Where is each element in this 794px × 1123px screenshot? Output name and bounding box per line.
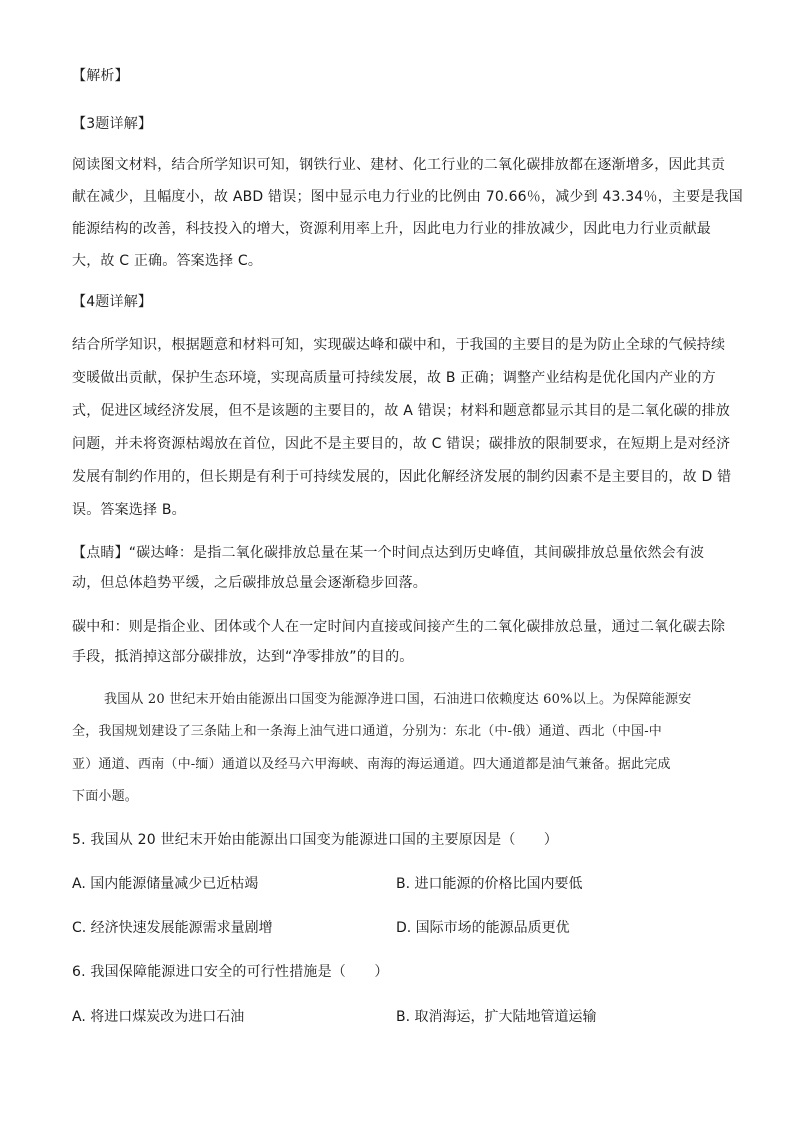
tip-line-1: 【点睛】“碳达峰：是指二氧化碳排放总量在某一个时间点达到历史峰值，其间碳排放总量依然会有波 (72, 545, 705, 561)
question-6-option-b[interactable]: B. 取消海运，扩大陆地管道运输 (396, 1009, 597, 1025)
q4-line-5: 发展有制约作用的，但长期是有利于可持续发展的，因此化解经济发展的制约因素不是主要目的，故 D 错 (72, 469, 732, 485)
q4-line-4: 问题，并未将资源枯竭放在首位，因此不是主要目的，故 C 错误；碳排放的限制要求，在短期上是对经济 (72, 436, 731, 452)
q4-line-3: 式，促进区域经济发展，但不是该题的主要目的，故 A 错误；材料和题意都显示其目的是二氧化碳的排放 (72, 403, 731, 419)
q3-line-2: 献在减少，且幅度小，故 ABD 错误；图中显示电力行业的比例由 70.66％，减少到 43.34％，主要是我国 (72, 189, 743, 205)
question-5-title: 5. 我国从 20 世纪末开始由能源出口国变为能源进口国的主要原因是（ ） (72, 832, 559, 848)
question-5-option-a[interactable]: A. 国内能源储量减少已近枯竭 (72, 876, 259, 892)
q3-heading: 【3题详解】 (72, 116, 153, 132)
neutral-line-2: 手段，抵消掉这部分碳排放，达到“净零排放”的目的。 (72, 649, 414, 665)
q3-line-3: 能源结构的改善，科技投入的增大，资源利用率上升，因此电力行业的排放减少，因此电力行业贡献最 (72, 221, 711, 237)
question-5-option-c[interactable]: C. 经济快速发展能源需求量剧增 (72, 920, 273, 936)
question-6-option-a[interactable]: A. 将进口煤炭改为进口石油 (72, 1009, 245, 1025)
q4-line-2: 变暖做出贡献，保护生态环境，实现高质量可持续发展，故 B 正确；调整产业结构是优化国内产业的方 (72, 370, 716, 386)
analysis-heading: 【解析】 (72, 68, 129, 84)
neutral-line-1: 碳中和：则是指企业、团体或个人在一定时间内直接或间接产生的二氧化碳排放总量，通过二氧化碳去除 (72, 619, 726, 635)
q4-heading: 【4题详解】 (72, 294, 153, 310)
question-5-option-d[interactable]: D. 国际市场的能源品质更优 (396, 920, 570, 936)
question-5-option-b[interactable]: B. 进口能源的价格比国内要低 (396, 876, 583, 892)
q4-line-1: 结合所学知识，根据题意和材料可知，实现碳达峰和碳中和，于我国的主要目的是为防止全球的气候持续 (72, 337, 726, 353)
question-6-title: 6. 我国保障能源进口安全的可行性措施是（ ） (72, 964, 389, 980)
tip-line-2: 动，但总体趋势平缓，之后碳排放总量会逐渐稳步回落。 (72, 575, 427, 591)
q3-line-1: 阅读图文材料，结合所学知识可知，钢铁行业、建材、化工行业的二氧化碳排放都在逐渐增多，因此其贡 (72, 157, 726, 173)
q4-line-6: 误。答案选择 B。 (72, 502, 186, 518)
material-line-2: 全，我国规划建设了三条陆上和一条海上油气进口通道，分别为：东北（中-俄）通道、西北（中国-中 (72, 724, 662, 739)
q3-line-4: 大，故 C 正确。答案选择 C。 (72, 253, 263, 269)
material-line-1: 我国从 20 世纪末开始由能源出口国变为能源净进口国，石油进口依赖度达 60%以上。为保障能源安 (104, 692, 692, 707)
material-line-3: 亚）通道、西南（中-缅）通道以及经马六甲海峡、南海的海运通道。四大通道都是油气兼备。据此完成 (72, 757, 671, 772)
material-line-4: 下面小题。 (72, 789, 139, 804)
